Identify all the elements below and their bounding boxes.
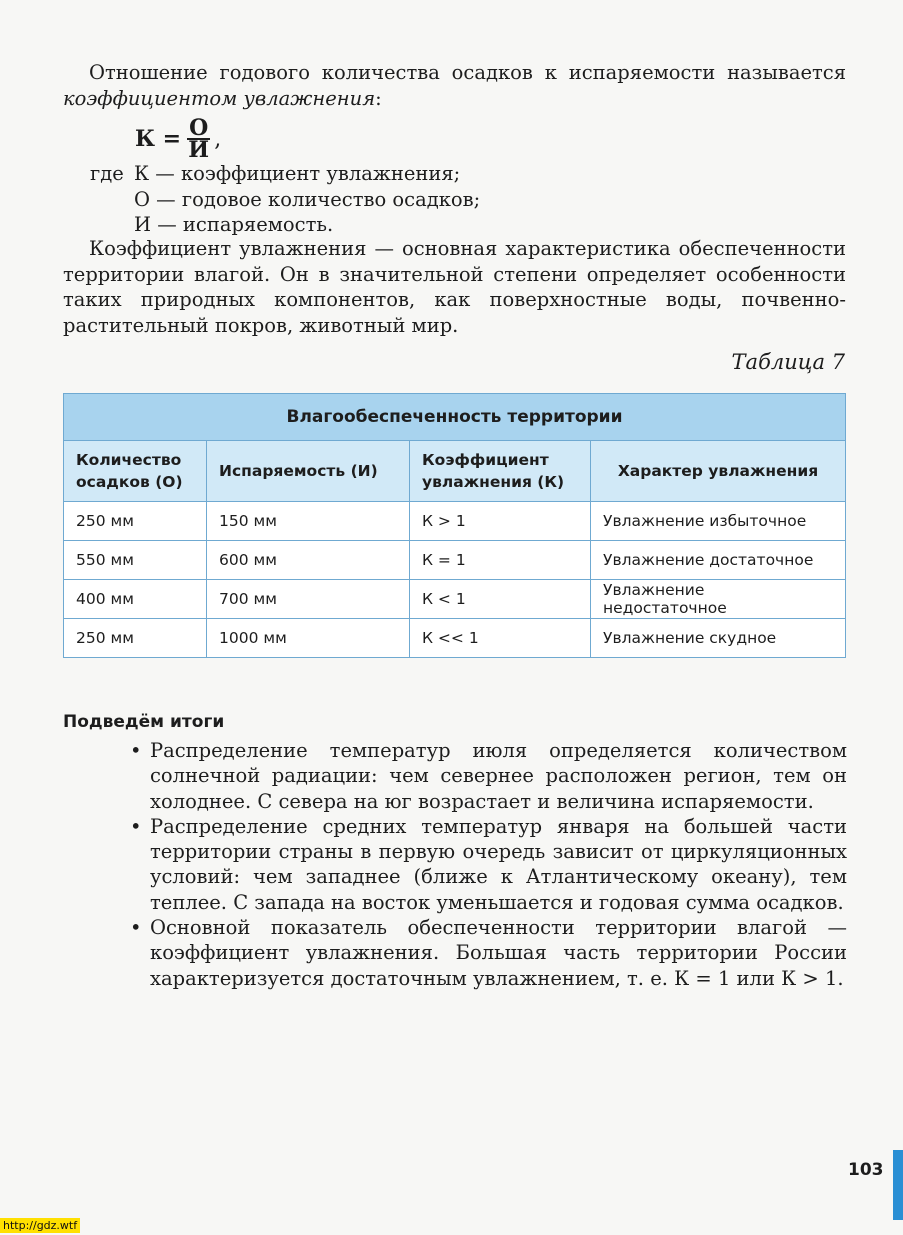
definition-text: И — испаряемость.: [134, 213, 334, 236]
summary-item: [130, 814, 847, 915]
page-number: 103: [848, 1160, 884, 1180]
table-row: [64, 502, 846, 541]
cell-evaporation: 1000 мм: [207, 619, 410, 658]
formula-lhs: К =: [135, 126, 182, 152]
cell-character: Увлажнение достаточное: [591, 541, 846, 580]
cell-evaporation: 150 мм: [207, 502, 410, 541]
definition-row: [90, 187, 480, 213]
definition-lead: где: [90, 162, 124, 185]
paragraph-moisture-coefficient: Коэффициент увлажнения — основная характеристика обеспеченности территории влагой. Он в значительной степени определяет особенности таких природных компонентов, как поверхностные воды, почвенно-растительный покров, животный мир.: [63, 237, 846, 337]
moisture-formula: [135, 115, 222, 163]
cell-coefficient: К > 1: [410, 502, 591, 541]
watermark-link[interactable]: http://gdz.wtf: [0, 1218, 80, 1233]
cell-precipitation: 400 мм: [64, 580, 207, 619]
definition-row: [90, 161, 480, 187]
cell-character: Увлажнение избыточное: [591, 502, 846, 541]
cell-character: Увлажнение скудное: [591, 619, 846, 658]
bullet-icon: •: [130, 916, 142, 940]
definition-text: К — коэффициент увлажнения;: [134, 162, 461, 185]
cell-precipitation: 250 мм: [64, 619, 207, 658]
intro-colon: :: [375, 86, 382, 110]
cell-coefficient: К << 1: [410, 619, 591, 658]
summary-item: [130, 915, 847, 991]
definition-text: О — годовое количество осадков;: [134, 187, 481, 211]
summary-heading: Подведём итоги: [63, 712, 225, 732]
formula-denominator: И: [188, 137, 210, 163]
cell-coefficient: К = 1: [410, 541, 591, 580]
definition-row: [90, 212, 480, 238]
formula-suffix: ,: [214, 126, 222, 152]
summary-item-text: Распределение средних температур января на большей части территории страны в первую очередь зависит от циркуляционных условий: чем западнее (ближе к Атлантическому океану), тем теплее. С запада на восток уменьшается и годовая сумма осадков.: [150, 814, 847, 914]
table-row: [64, 541, 846, 580]
header-evaporation: Испаряемость (И): [207, 441, 410, 502]
cell-evaporation: 700 мм: [207, 580, 410, 619]
intro-text: Отношение годового количества осадков к испаряемости называется: [89, 61, 846, 84]
header-coefficient: Коэффициент увлажнения (К): [410, 441, 591, 502]
summary-item-text: Распределение температур июля определяется количеством солнечной радиации: чем севернее расположен регион, тем он холоднее. С севера на юг возрастает и величина испаряемости.: [150, 739, 847, 813]
cell-character: Увлажнение недостаточное: [591, 580, 846, 619]
summary-list: [130, 738, 847, 991]
page-edge-accent: [893, 1150, 903, 1220]
formula-fraction: [187, 115, 210, 163]
bullet-icon: •: [130, 814, 142, 838]
cell-precipitation: 250 мм: [64, 502, 207, 541]
intro-term: коэффициентом увлажнения: [63, 86, 376, 110]
summary-item-text: Основной показатель обеспеченности территории влагой — коэффициент увлажнения. Большая часть территории России характеризуется достаточным увлажнением, т. е. К = 1 или К > 1.: [150, 916, 847, 990]
bullet-icon: •: [130, 739, 142, 762]
definition-lead: [90, 187, 134, 213]
table-title-row: [64, 394, 846, 441]
table-caption: Таблица 7: [731, 350, 845, 374]
header-character: Характер увлажнения: [591, 441, 846, 502]
table-header-row: [64, 441, 846, 502]
intro-paragraph: [63, 60, 846, 111]
definition-lead: [90, 212, 134, 238]
table-row: [64, 580, 846, 619]
cell-precipitation: 550 мм: [64, 541, 207, 580]
summary-item: [130, 738, 847, 814]
cell-coefficient: К < 1: [410, 580, 591, 619]
moisture-table: [63, 393, 846, 658]
header-precipitation: Количество осадков (О): [64, 441, 207, 502]
table-title: Влагообеспеченность территории: [64, 394, 846, 441]
formula-numerator: О: [189, 115, 209, 141]
cell-evaporation: 600 мм: [207, 541, 410, 580]
formula-definitions: [90, 161, 480, 238]
table-row: [64, 619, 846, 658]
